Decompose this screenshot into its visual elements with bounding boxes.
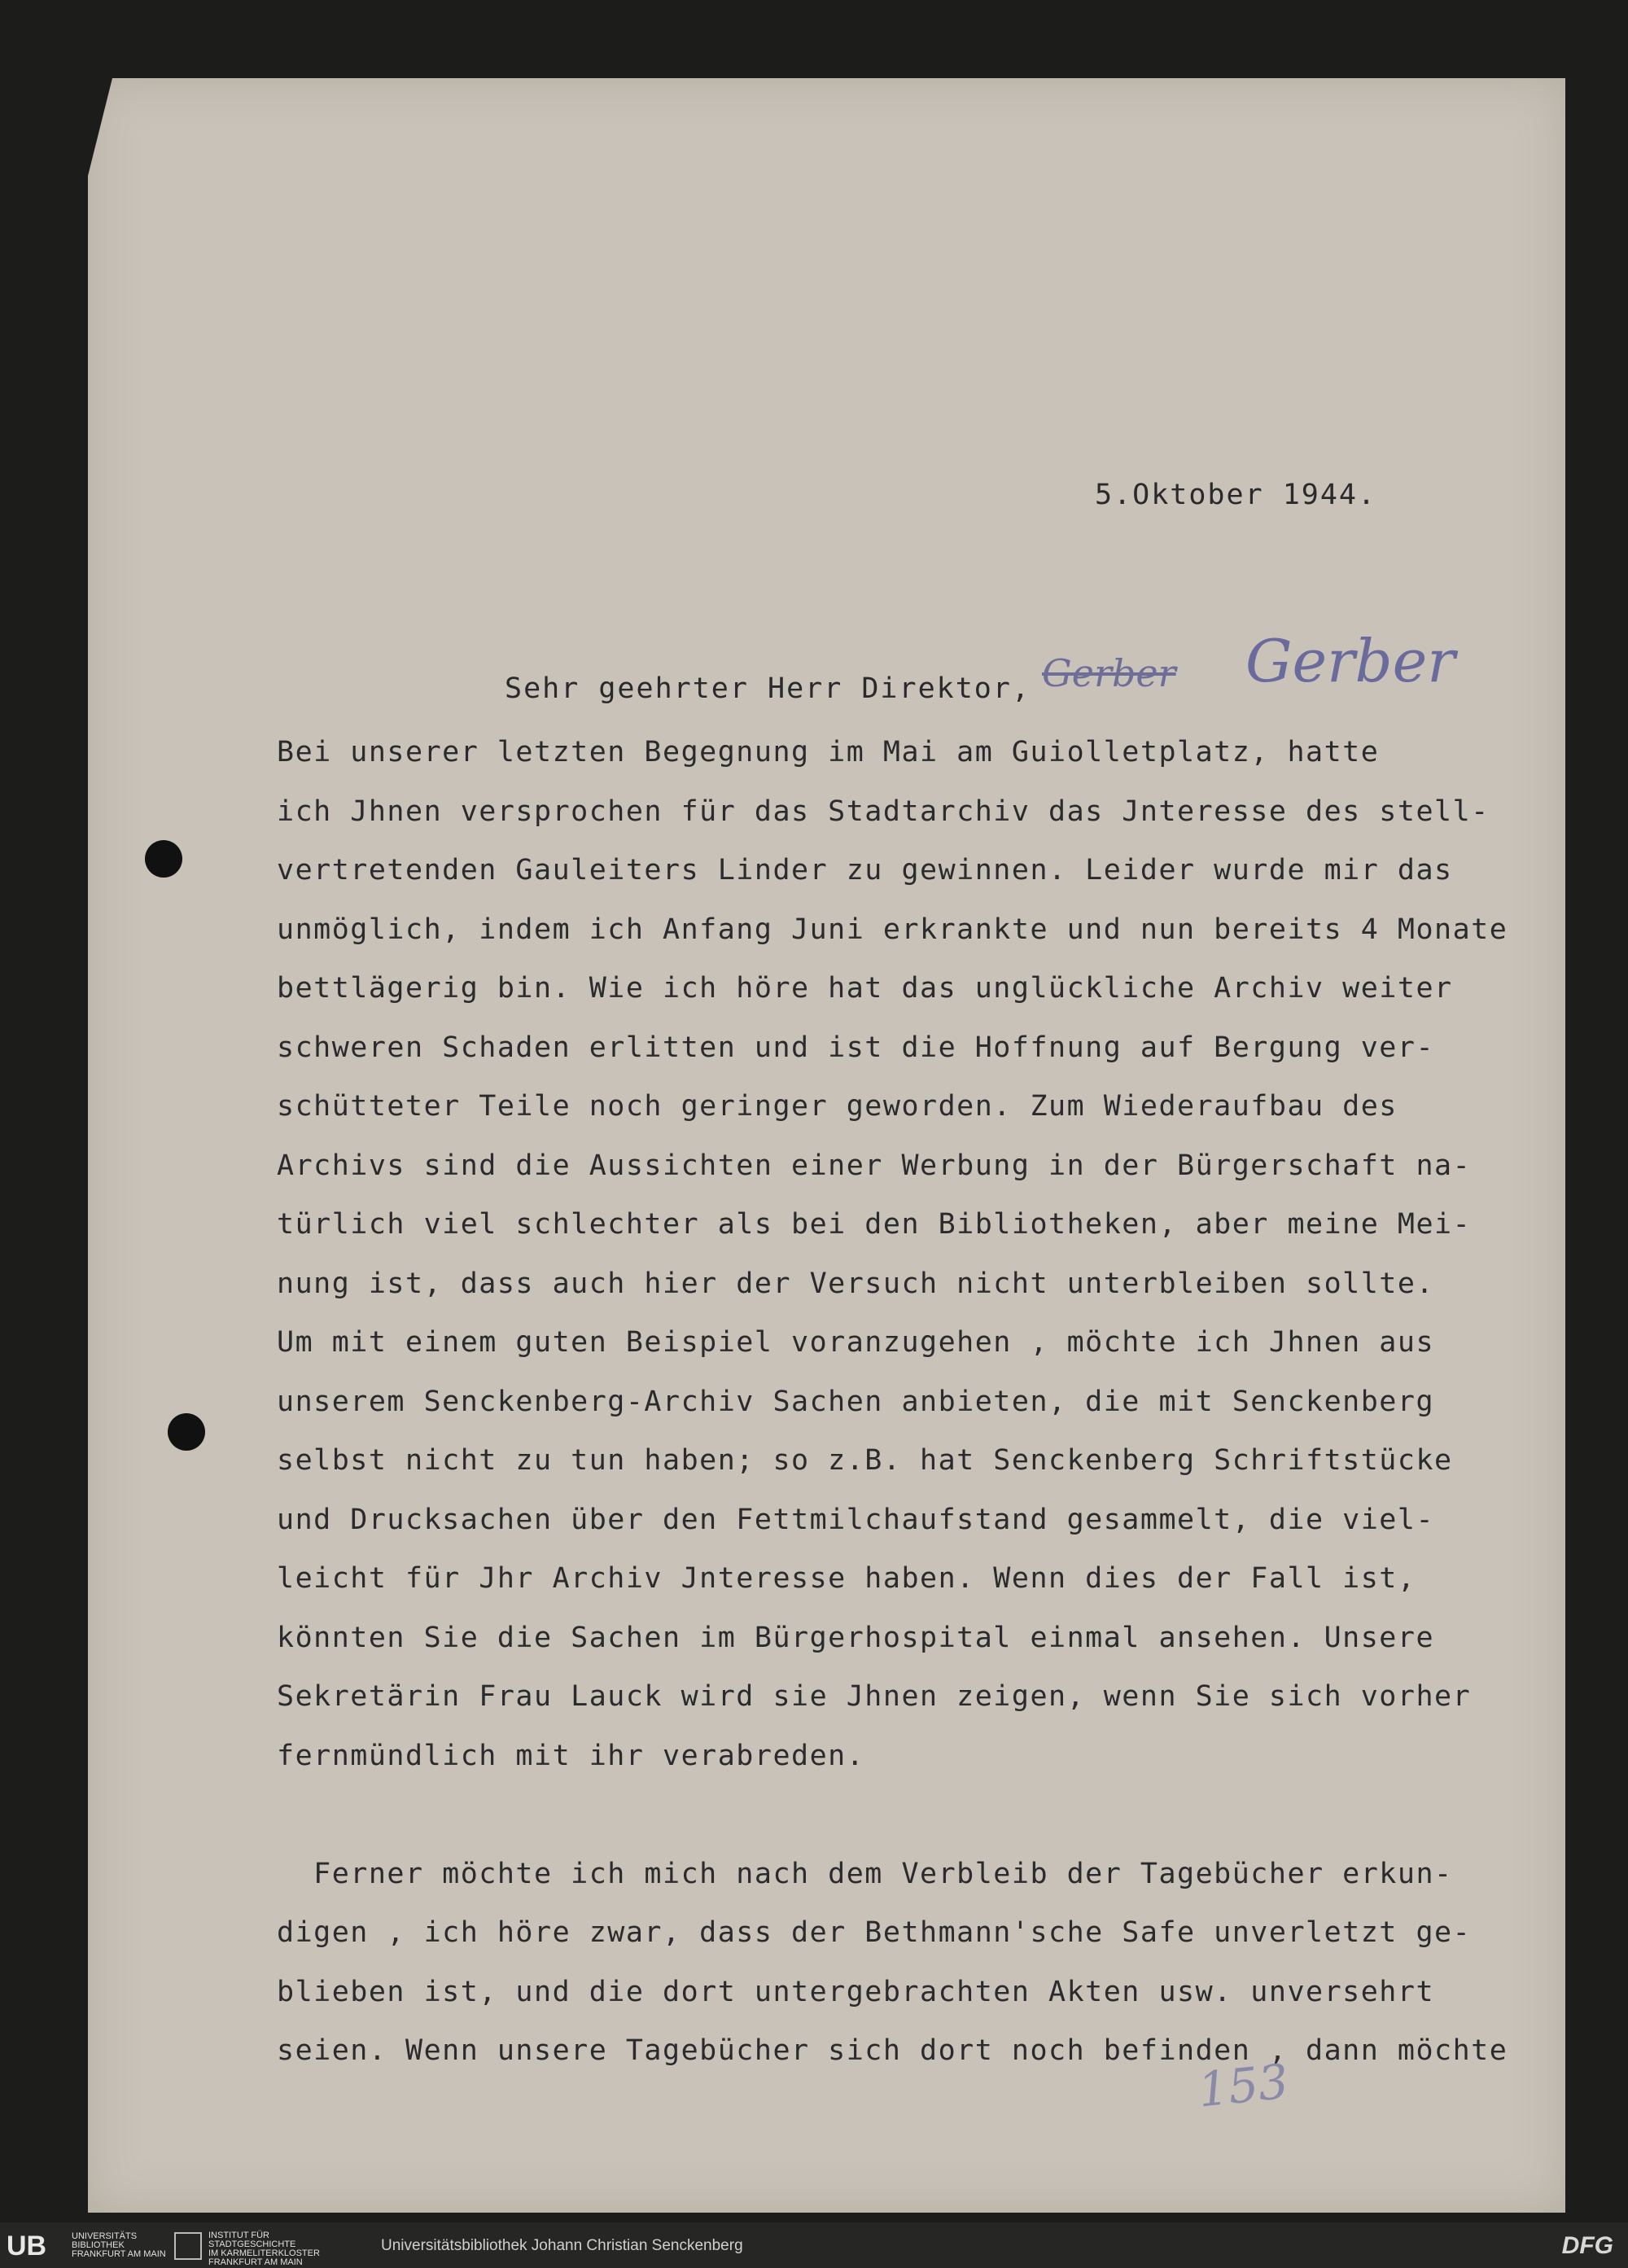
salutation: Sehr geehrter Herr Direktor, [505, 672, 1031, 705]
torn-corner [88, 78, 112, 176]
ub-logo: UB [7, 2231, 47, 2261]
dfg-logo: DFG [1561, 2232, 1613, 2259]
letter-date: 5.Oktober 1944. [1095, 479, 1377, 511]
footer-bar [0, 2222, 1628, 2268]
footer-caption: Universitätsbibliothek Johann Christian Senckenberg [381, 2237, 743, 2254]
page-number: 153 [1195, 2053, 1291, 2118]
punch-hole-bottom [168, 1413, 205, 1451]
institute-logo-text: INSTITUT FÜR STADTGESCHICHTE IM KARMELITERKLOSTER FRANKFURT AM MAIN [208, 2231, 320, 2267]
handwritten-name: Gerber [1245, 627, 1455, 695]
letter-body: Bei unserer letzten Begegnung im Mai am Guiolletplatz, hatte ich Jhnen versprochen für das Stadtarchiv das Jnteresse des stell- vertretenden Gauleiters Linder zu gewinnen. Leider wurde mir das unmöglich, indem ich Anfang Juni erkrankte und nun bereits 4 Monate bettlägerig bin. Wie ich höre hat das unglückliche Archiv weiter schweren Schaden erlitten und ist die Hoffnung auf Bergung ver- schütteter Teile noch geringer geworden. Zum Wiederaufbau des Archivs sind die Aussichten einer Werbung in der Bürgerschaft na- türlich viel schlechter als bei den Bibliotheken, aber meine Mei- nung ist, dass auch hier der Versuch nicht unterbleiben sollte. Um mit einem guten Beispiel voranzugehen , möchte ich Jhnen aus unserem Senckenberg-Archiv Sachen anbieten, die mit Senckenberg selbst nicht zu tun haben; so z.B. hat Senckenberg Schriftstücke und Drucksachen über den Fettmilchaufstand gesammelt, die viel- leicht für Jhr Archiv Jnteresse haben. Wenn dies der Fall ist, könnten Sie die Sachen im Bürgerhospital einmal ansehen. Unsere Sekretärin Frau Lauck wird sie Jhnen zeigen, wenn Sie sich vorher fernmündlich mit ihr verabreden. Ferner möchte ich mich nach dem Verbleib der Tagebücher erkun- digen , ich höre zwar, dass der Bethmann'sche Safe unverletzt ge- blieben ist, und die dort untergebrachten Akten usw. unversehrt seien. Wenn unsere Tagebücher sich dort noch befinden , dann möchte [277, 736, 1508, 2067]
institute-icon [174, 2232, 202, 2260]
punch-hole-top [145, 840, 182, 878]
ub-logo-text: UNIVERSITÄTS BIBLIOTHEK FRANKFURT AM MAIN [72, 2231, 166, 2259]
handwritten-struck-name: Gerber [1042, 651, 1176, 695]
